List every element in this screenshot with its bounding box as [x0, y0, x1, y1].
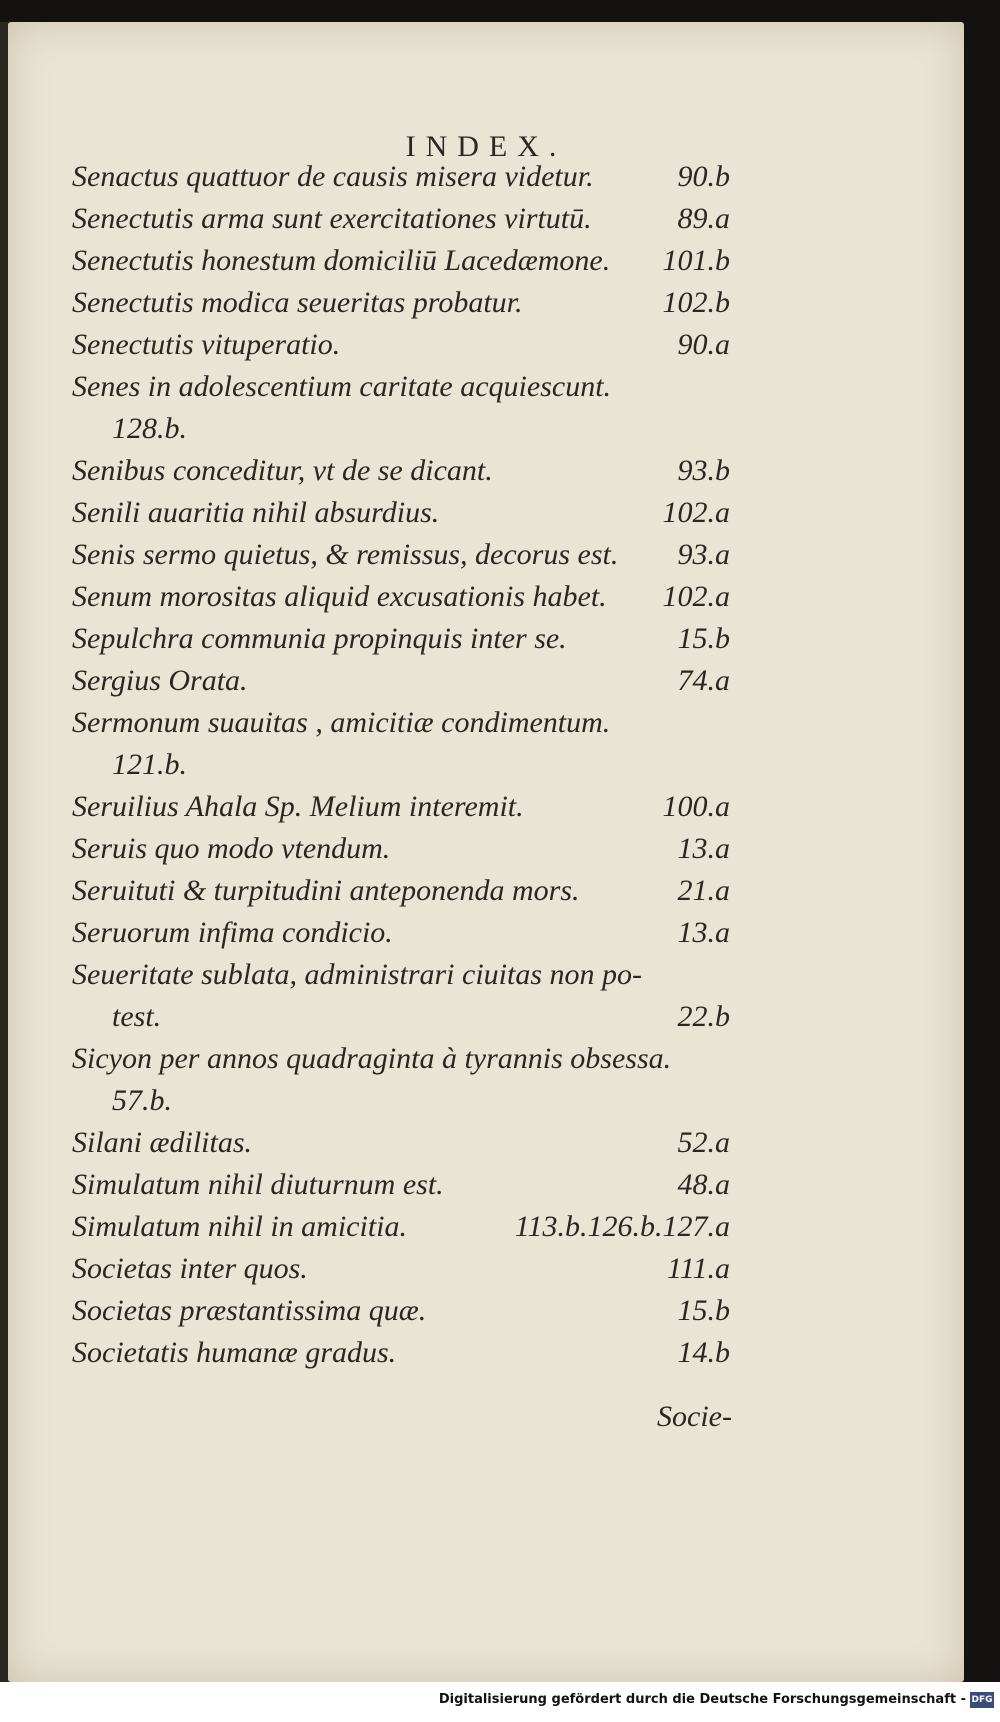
index-entry — [72, 1122, 730, 1164]
index-entry — [72, 282, 730, 324]
entry-ref: 89.a — [677, 202, 730, 235]
catchword: Socie- — [657, 1400, 732, 1433]
entry-continuation-ref: 22.b — [677, 1000, 730, 1033]
index-entry — [72, 492, 730, 534]
entry-ref: 102.a — [662, 580, 730, 613]
entry-text: Societas inter quos. — [72, 1252, 308, 1285]
entry-ref: 13.a — [677, 916, 730, 949]
entry-ref: 21.a — [677, 874, 730, 907]
entry-ref: 111.a — [666, 1252, 730, 1285]
entry-text: Seruorum infima condicio. — [72, 916, 393, 949]
entry-text: Societas præstantissima quæ. — [72, 1294, 427, 1327]
entry-text: Seruituti & turpitudini anteponenda mors. — [72, 874, 580, 907]
dfg-logo: DFG — [970, 1692, 994, 1708]
entry-text: Senectutis honestum domiciliū Lacedæmone. — [72, 244, 611, 277]
index-entry — [72, 240, 730, 282]
entry-ref — [718, 702, 730, 744]
entry-ref: 102.b — [662, 286, 730, 319]
entry-ref: 48.a — [677, 1168, 730, 1201]
entry-text: Senili auaritia nihil absurdius. — [72, 496, 440, 529]
entry-text: Senibus conceditur, vt de se dicant. — [72, 454, 493, 487]
entry-continuation: test. — [112, 1000, 162, 1033]
index-entry — [72, 1332, 730, 1374]
entry-text: Senum morositas aliquid excusationis habet. — [72, 580, 607, 613]
entry-ref: 14.b — [677, 1336, 730, 1369]
index-entry — [72, 912, 730, 954]
index-entry — [72, 324, 730, 366]
entry-ref: 90.b — [677, 160, 730, 193]
entry-text: Senectutis vituperatio. — [72, 328, 341, 361]
entry-continuation: 121.b. — [112, 748, 187, 781]
entry-text: Senectutis modica seueritas probatur. — [72, 286, 523, 319]
index-entry — [72, 870, 730, 912]
page-header: INDEX. — [405, 130, 567, 163]
index-entry — [72, 1038, 730, 1122]
entry-ref: 93.b — [677, 454, 730, 487]
entry-continuation: 128.b. — [112, 412, 187, 445]
entry-text: Senactus quattuor de causis misera videtur. — [72, 160, 594, 193]
footer-credit: Digitalisierung gefördert durch die Deutsche Forschungsgemeinschaft - — [438, 1692, 966, 1707]
index-entry — [72, 198, 730, 240]
footer-bar — [0, 1682, 1000, 1722]
index-entry — [72, 534, 730, 576]
index-entry — [72, 618, 730, 660]
index-entry — [72, 828, 730, 870]
entry-text: Sepulchra communia propinquis inter se. — [72, 622, 567, 655]
entry-ref — [718, 366, 730, 408]
entry-text: Senectutis arma sunt exercitationes virtutū. — [72, 202, 592, 235]
index-entry — [72, 1164, 730, 1206]
entry-ref: 113.b.126.b.127.a — [514, 1210, 730, 1243]
entry-text: Societatis humanæ gradus. — [72, 1336, 397, 1369]
index-entry — [72, 660, 730, 702]
entry-ref: 102.a — [662, 496, 730, 529]
index-entry — [72, 702, 730, 786]
entry-text: Sicyon per annos quadraginta à tyrannis obsessa. — [72, 1042, 672, 1075]
entry-ref: 100.a — [662, 790, 730, 823]
index-entry — [72, 786, 730, 828]
entry-continuation: 57.b. — [112, 1084, 172, 1117]
entry-text: Seruilius Ahala Sp. Melium interemit. — [72, 790, 524, 823]
index-entry — [72, 1290, 730, 1332]
index-entry — [72, 156, 730, 198]
entry-text: Simulatum nihil in amicitia. — [72, 1210, 407, 1243]
entry-text: Seruis quo modo vtendum. — [72, 832, 391, 865]
entry-ref — [718, 954, 730, 996]
entry-text: Seueritate sublata, administrari ciuitas non po- — [72, 958, 642, 991]
index-entry — [72, 576, 730, 618]
entry-text: Senis sermo quietus, & remissus, decorus est. — [72, 538, 619, 571]
entry-ref: 15.b — [677, 1294, 730, 1327]
index-entry — [72, 954, 730, 1038]
index-entry — [72, 1248, 730, 1290]
entry-text: Sergius Orata. — [72, 664, 248, 697]
entry-text: Sermonum suauitas , amicitiæ condimentum. — [72, 706, 611, 739]
entry-ref: 15.b — [677, 622, 730, 655]
entry-text: Silani ædilitas. — [72, 1126, 253, 1159]
entry-ref: 93.a — [677, 538, 730, 571]
index-entry — [72, 1206, 730, 1248]
index-entry — [72, 450, 730, 492]
entry-ref — [718, 1038, 730, 1080]
entry-ref: 74.a — [677, 664, 730, 697]
entry-text: Senes in adolescentium caritate acquiescunt. — [72, 370, 612, 403]
entry-ref: 52.a — [677, 1126, 730, 1159]
entry-text: Simulatum nihil diuturnum est. — [72, 1168, 444, 1201]
entry-ref: 101.b — [662, 244, 730, 277]
entry-ref: 13.a — [677, 832, 730, 865]
entry-ref: 90.a — [677, 328, 730, 361]
index-entry — [72, 366, 730, 450]
index-list — [72, 156, 730, 1374]
